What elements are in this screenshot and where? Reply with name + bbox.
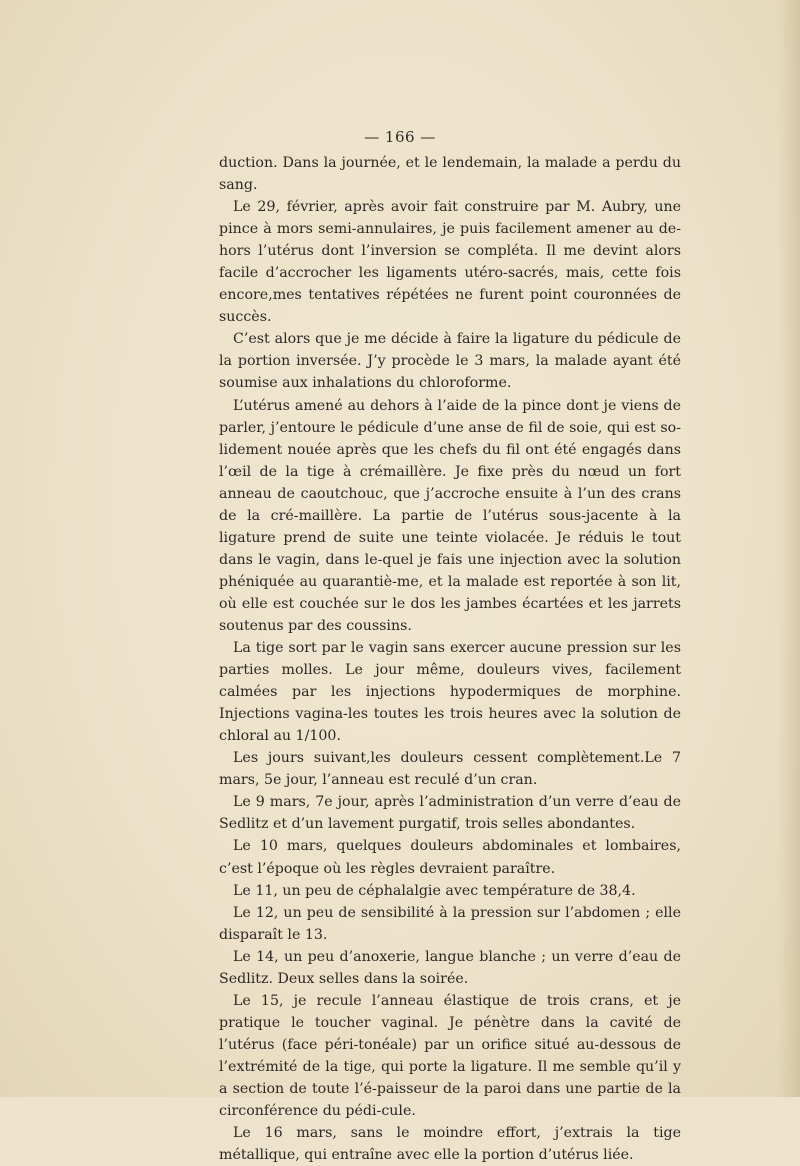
body-text	[219, 152, 681, 1166]
paragraph: Les jours suivant,les douleurs cessent complètement.Le 7 mars, 5e jour, l’anneau est reculé d’un cran.	[219, 750, 681, 789]
paragraph: Le 14, un peu d’anoxerie, langue blanche ; un verre d’eau de Sedlitz. Deux selles dans la soirée.	[219, 948, 681, 987]
paragraph: La tige sort par le vagin sans exercer aucune pression sur les parties molles. Le jour même, douleurs vives, facilement calmées par les injections hypodermiques de morphine. Injections vagina-les toutes les trois heures avec la solution de chloral au 1/100.	[219, 640, 681, 745]
paragraph: Le 16 mars, sans le moindre effort, j’extrais la tige métallique, qui entraîne avec elle la portion d’utérus liée.	[219, 1125, 681, 1164]
paragraph: C’est alors que je me décide à faire la ligature du pédicule de la portion inversée. J’y procède le 3 mars, la malade ayant été soumise aux inhalations du chloroforme.	[219, 331, 681, 392]
page-edge-shadow	[778, 0, 800, 1097]
paragraph: Le 12, un peu de sensibilité à la pression sur l’abdomen ; elle disparaît le 13.	[219, 904, 681, 943]
paragraph: duction. Dans la journée, et le lendemain, la malade a perdu du sang.	[219, 155, 681, 194]
paragraph: Le 11, un peu de céphalalgie avec température de 38,4.	[233, 882, 636, 899]
paragraph: Le 15, je recule l’anneau élastique de trois crans, et je pratique le toucher vaginal. Je pénètre dans la cavité de l’utérus (face péri-tonéale) par un orifice situé au-dessous de l’extrémité de la tige, qui porte la ligature. Il me semble qu’il y a section de toute l’é-paisseur de la paroi dans une partie de la circonférence du pédi-cule.	[219, 992, 681, 1120]
paragraph: Le 9 mars, 7e jour, après l’administration d’un verre d’eau de Sedlitz et d’un lavement purgatif, trois selles abondantes.	[219, 794, 681, 833]
page-number: — 166 —	[364, 128, 436, 146]
paragraph: Le 29, février, après avoir fait construire par M. Aubry, une pince à mors semi-annulaires, je puis facilement amener au de-hors l’utérus dont l’inversion se compléta. Il me devint alors facile d’accrocher les ligaments utéro-sacrés, mais, cette fois encore,mes tentatives répétées ne furent point couronnées de succès.	[219, 199, 681, 326]
paragraph: Le 10 mars, quelques douleurs abdominales et lombaires, c’est l’époque où les règles devraient paraître.	[219, 838, 681, 877]
paragraph: L’utérus amené au dehors à l’aide de la pince dont je viens de parler, j’entoure le pédicule d’une anse de fil de soie, qui est so-lidement nouée après que les chefs du fil ont été engagés dans l’œil de la tige à crémaillère. Je fixe près du nœud un fort anneau de caoutchouc, que j’accroche ensuite à l’un des crans de la cré-maillère. La partie de l’utérus sous-jacente à la ligature prend de suite une teinte violacée. Je réduis le tout dans le vagin, dans le-quel je fais une injection avec la solution phéniquée au quarantiè-me, et la malade est reportée à son lit, où elle est couchée sur le dos les jambes écartées et les jarrets soutenus par des coussins.	[219, 397, 681, 634]
